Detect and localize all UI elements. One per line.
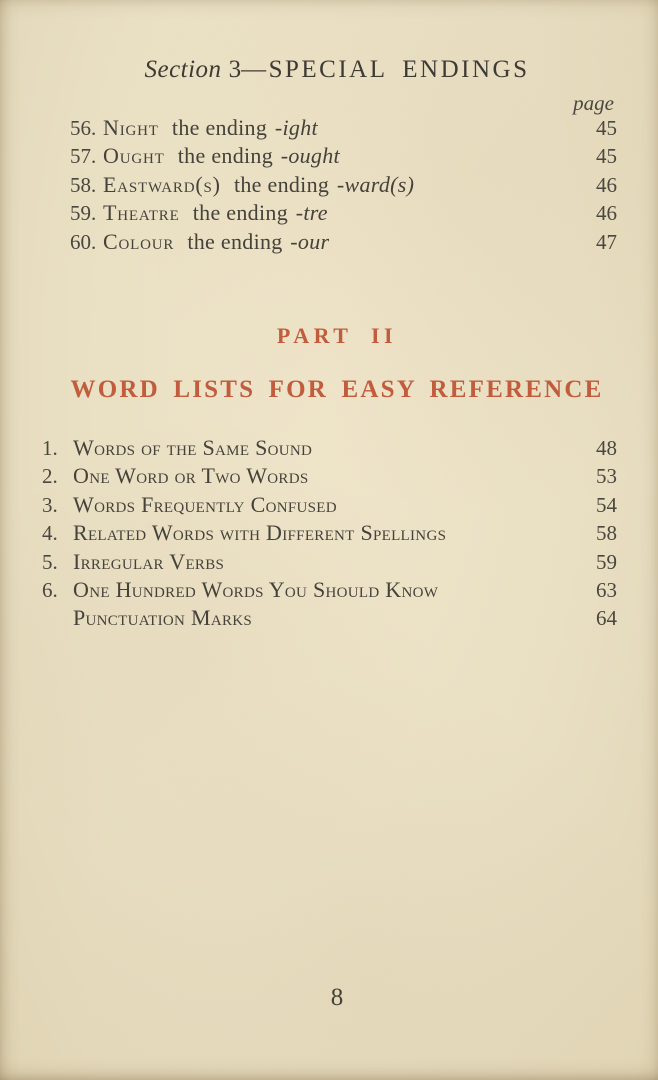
toc-entry-row (42, 576, 617, 604)
toc-entry-row (42, 228, 617, 256)
entry-page-number: 46 (596, 172, 617, 197)
entry-label: One Hundred Words You Should Know (73, 576, 439, 602)
entry-ending-suffix: -ought (280, 143, 340, 169)
toc-entry-row (42, 548, 617, 576)
entry-ending-suffix: -our (290, 228, 330, 254)
toc-entry-row (42, 142, 617, 170)
section-heading-number: 3 (228, 56, 242, 83)
entry-page-number: 58 (596, 521, 617, 546)
entry-label: One Word or Two Words (73, 463, 309, 489)
entry-ending-suffix: -tre (295, 200, 328, 226)
page-column-label: page (573, 91, 614, 115)
entry-keyword: Ought (103, 143, 165, 169)
entry-keyword: Night (103, 115, 159, 140)
entry-description: the ending (192, 200, 288, 226)
section-heading-caps: —SPECIAL ENDINGS (241, 56, 530, 83)
entry-text (103, 114, 583, 142)
toc-entry-row (42, 171, 617, 199)
entry-page-number: 48 (596, 436, 617, 460)
toc-entry-row (42, 199, 617, 227)
entry-number: 60. (70, 229, 97, 254)
entry-label: Words Frequently Confused (73, 491, 337, 517)
entry-description: the ending (171, 115, 268, 140)
part-two-kicker: PART II (276, 323, 398, 348)
entry-text (103, 171, 583, 199)
entry-label: Related Words with Different Spellings (73, 520, 447, 546)
entry-page-number: 63 (596, 577, 617, 602)
toc-entry-row (42, 519, 617, 547)
toc-entry-row (42, 114, 617, 142)
entry-page-number: 45 (596, 116, 617, 140)
entry-number: 3. (42, 492, 58, 517)
entry-number: 1. (42, 436, 58, 460)
entry-page-number: 64 (596, 606, 617, 631)
entry-page-number: 45 (596, 144, 617, 169)
entry-description: the ending (177, 143, 274, 169)
word-lists-list (42, 434, 617, 633)
entry-page-number: 54 (596, 492, 617, 517)
toc-entry-row (42, 434, 617, 462)
entry-label: Punctuation Marks (73, 605, 253, 631)
entry-page-number: 59 (596, 549, 617, 574)
entry-number: 57. (70, 144, 97, 169)
entry-ending-suffix: -ward(s) (336, 171, 415, 197)
entry-page-number: 47 (596, 229, 617, 254)
entry-number: 4. (42, 521, 58, 546)
entry-description: the ending (233, 171, 330, 197)
entry-ending-suffix: -ight (274, 115, 318, 140)
toc-entry-row (42, 604, 617, 632)
entry-page-number: 46 (596, 201, 617, 226)
part-two-title: WORD LISTS FOR EASY REFERENCE (70, 376, 604, 403)
entry-description: the ending (187, 228, 283, 254)
entry-label: Irregular Verbs (73, 548, 225, 574)
entry-number: 59. (70, 201, 97, 226)
entry-number: 2. (42, 464, 58, 489)
entry-keyword: Colour (103, 228, 175, 254)
entry-number: 6. (42, 577, 58, 602)
entry-number: 56. (70, 116, 97, 140)
folio-page-number: 8 (330, 984, 344, 1011)
entry-page-number: 53 (596, 464, 617, 489)
entry-number: 5. (42, 549, 58, 574)
entry-label: Words of the Same Sound (73, 435, 313, 460)
entry-keyword: Eastward(s) (103, 171, 221, 197)
entry-keyword: Theatre (103, 200, 180, 226)
section-heading (16, 56, 658, 84)
entry-text (103, 142, 583, 170)
entry-text (103, 228, 583, 256)
toc-entry-row (42, 462, 617, 490)
section-heading-italic-word: Section (144, 56, 222, 83)
special-endings-list (42, 114, 617, 256)
toc-entry-row (42, 491, 617, 519)
entry-text (103, 199, 583, 227)
entry-number: 58. (70, 172, 97, 197)
